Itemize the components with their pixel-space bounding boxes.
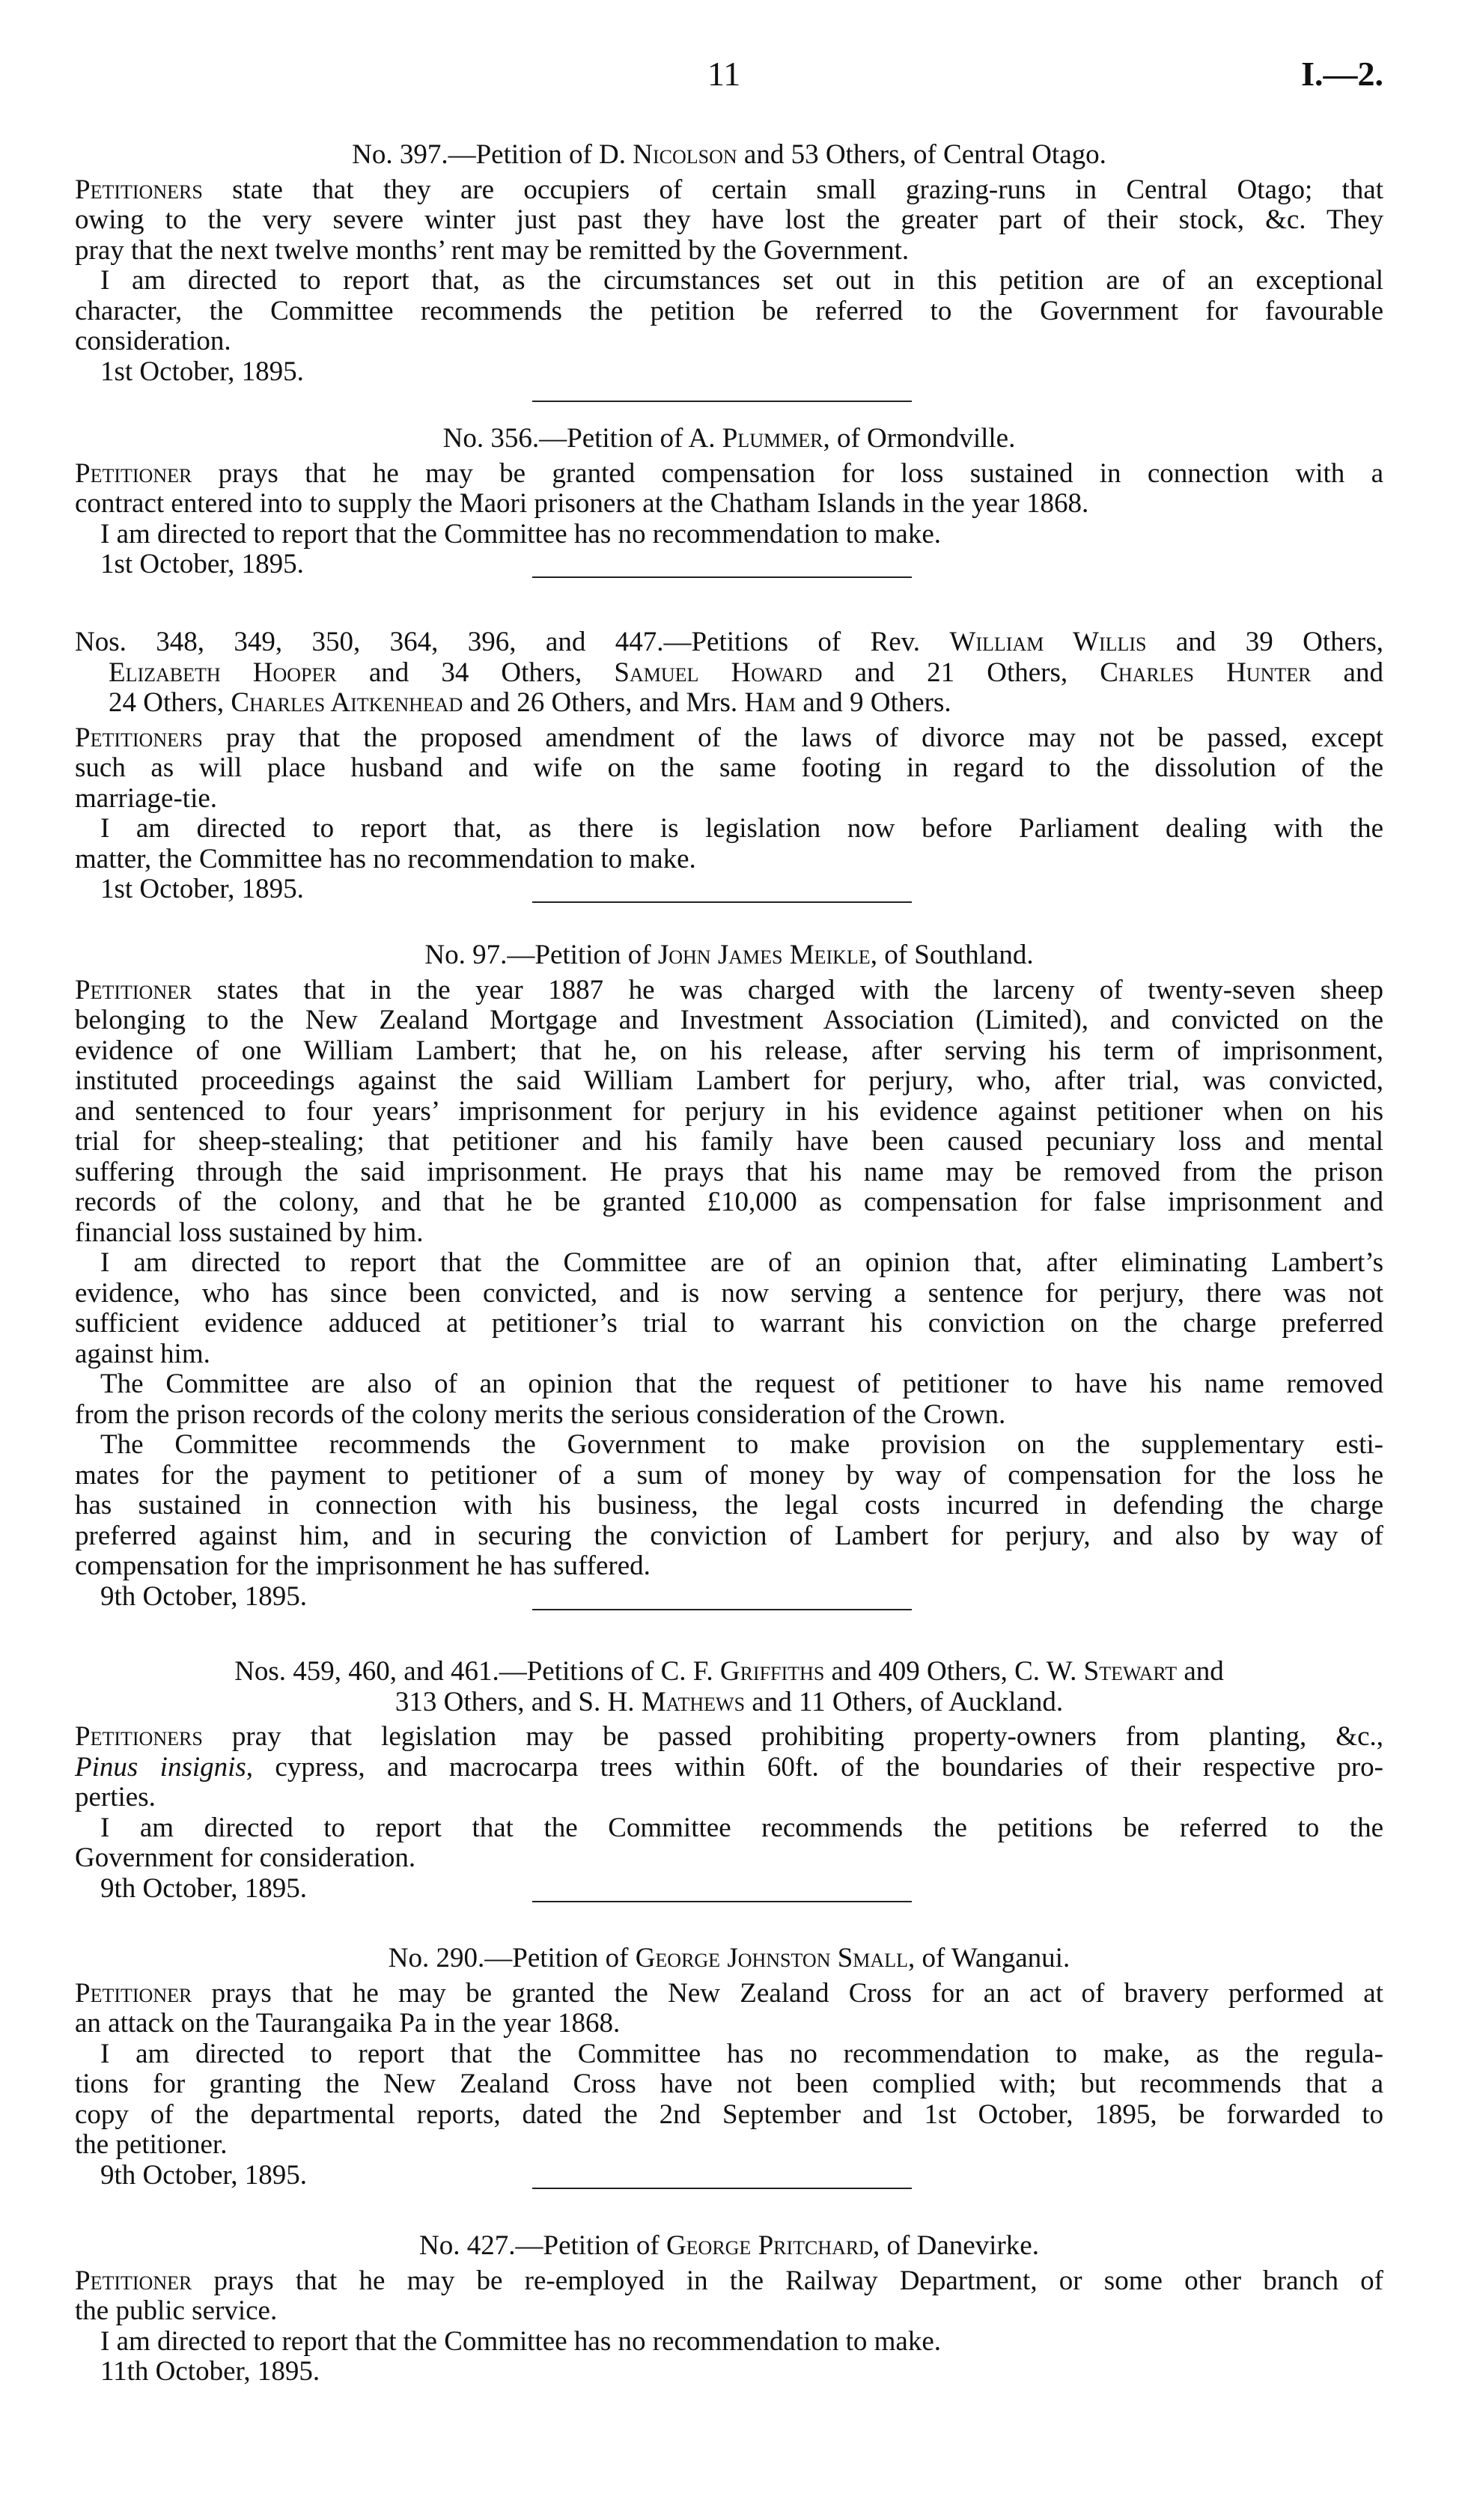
paragraph: [75, 459, 1383, 520]
text-line: [75, 2266, 1383, 2297]
text-line: [75, 1521, 1383, 1552]
heading-line: [75, 1944, 1383, 1974]
text-line: [75, 489, 1383, 520]
small-caps-name: Elizabeth Hooper: [109, 657, 337, 688]
date-text: 1st October, 1895.: [100, 874, 304, 904]
paragraph: [75, 1430, 1383, 1582]
small-caps-name: Ham: [744, 687, 797, 718]
text-line: [75, 1753, 1383, 1783]
text-line: [75, 2039, 1383, 2070]
text-run: contract entered into to supply the Maori prisoners at the Chatham Islands in the year 1868.: [75, 488, 1089, 519]
text-run: preferred against him, and in securing the conviction of Lambert for perjury, and also by way of: [75, 1520, 1383, 1551]
text-run: 24 Others,: [109, 687, 231, 718]
small-caps-name: Stewart: [1083, 1656, 1178, 1687]
text-run: and 26 Others, and Mrs.: [463, 687, 745, 718]
paper-reference: I.—2.: [1301, 55, 1383, 93]
section-divider: [532, 901, 912, 903]
text-line: [75, 1127, 1383, 1157]
date-text: 9th October, 1895.: [100, 2159, 307, 2191]
heading-line: [75, 424, 1383, 454]
petition-heading: [75, 2231, 1383, 2262]
text-run: Nos. 348, 349, 350, 364, 396, and 447.—Petitions of Rev.: [75, 627, 950, 657]
heading-line: [75, 627, 1383, 658]
text-run: character, the Committee recommends the petition be referred to the Government for favourable: [75, 295, 1383, 326]
text-run: , of Ormondville.: [823, 423, 1016, 454]
text-run: pray that legislation may be passed prohibiting property-owners from planting, &c.,: [202, 1721, 1383, 1752]
text-line: [75, 326, 1383, 357]
paragraph: [75, 2266, 1383, 2327]
petition-heading: [75, 424, 1383, 454]
text-line: [75, 1783, 1383, 1813]
section-divider: [532, 576, 912, 578]
page-number: 11: [707, 55, 741, 93]
text-run: trial for sheep-stealing; that petitioner and his family have been caused pecuniary loss and mental: [75, 1126, 1383, 1157]
text-run: matter, the Committee has no recommendation to make.: [75, 843, 696, 874]
text-run: marriage-tie.: [75, 782, 218, 814]
paragraph: [75, 266, 1383, 357]
text-line: [75, 175, 1383, 206]
text-line: [75, 1461, 1383, 1491]
small-caps-name: Samuel Howard: [614, 657, 823, 688]
text-line: [75, 1187, 1383, 1218]
text-line: [75, 1400, 1383, 1431]
date-text: 11th October, 1895.: [100, 2356, 320, 2387]
text-line: [75, 296, 1383, 327]
report-date: [75, 550, 1383, 580]
small-caps-name: Charles Aitkenhead: [231, 687, 463, 718]
text-run: financial loss sustained by him.: [75, 1217, 424, 1248]
text-run: and 11 Others, of Auckland.: [745, 1686, 1064, 1717]
text-run: compensation for the imprisonment he has suffered.: [75, 1550, 651, 1581]
heading-line: [75, 1657, 1383, 1687]
petition-heading: [75, 140, 1383, 171]
text-line: [75, 976, 1383, 1006]
text-line: [75, 1279, 1383, 1309]
section-divider: [532, 401, 912, 402]
text-line: [75, 1218, 1383, 1249]
text-run: and 53 Others, of Central Otago.: [737, 139, 1106, 170]
small-caps-name: Petitioner: [75, 974, 192, 1005]
paragraph: [75, 1722, 1383, 1813]
petition-section: [75, 424, 1383, 580]
text-run: owing to the very severe winter just past they have lost the greater part of their stock, &c. They: [75, 204, 1383, 235]
text-run: and sentenced to four years’ imprisonment for perjury in his evidence against petitioner when on his: [75, 1095, 1383, 1127]
date-text: 1st October, 1895.: [100, 549, 304, 579]
paragraph: [75, 1248, 1383, 1369]
text-run: pray that the next twelve months’ rent may be remitted by the Government.: [75, 234, 910, 266]
text-run: records of the colony, and that he be granted £10,000 as compensation for false imprisonment and: [75, 1187, 1383, 1217]
petition-heading: [75, 1657, 1383, 1717]
text-line: [75, 1843, 1383, 1874]
petition-section: [75, 627, 1383, 905]
report-date: [75, 2161, 1383, 2191]
text-run: , of Danevirke.: [873, 2230, 1039, 2261]
text-line: [75, 205, 1383, 236]
petition-section: [75, 1944, 1383, 2191]
text-run: and 34 Others,: [336, 657, 615, 688]
date-text: 9th October, 1895.: [100, 1580, 307, 1612]
text-line: [75, 753, 1383, 784]
paragraph: [75, 814, 1383, 874]
paragraph: [75, 175, 1383, 267]
text-run: state that they are occupiers of certain small grazing-runs in Central Otago; that: [202, 174, 1383, 205]
text-line: [75, 844, 1383, 875]
text-line: [75, 1430, 1383, 1461]
text-run: Nos. 459, 460, and 461.—Petitions of C. F.: [234, 1656, 720, 1687]
text-line: [75, 1491, 1383, 1521]
text-run: No. 427.—Petition of: [419, 2230, 666, 2261]
section-divider: [532, 1609, 912, 1610]
small-caps-name: Petitioners: [75, 174, 203, 205]
small-caps-name: George Pritchard: [666, 2230, 874, 2261]
text-line: [75, 1005, 1383, 1036]
text-run: against him.: [75, 1338, 210, 1369]
text-run: perties.: [75, 1782, 156, 1813]
text-line: [75, 1979, 1383, 2009]
text-line: [75, 2327, 1383, 2358]
paragraph: [75, 2039, 1383, 2161]
text-run: , of Wanganui.: [907, 1943, 1070, 1973]
text-line: [75, 1157, 1383, 1188]
small-caps-name: William Willis: [949, 627, 1147, 657]
text-run: has sustained in connection with his business, the legal costs incurred in defending the charge: [75, 1490, 1383, 1521]
section-divider: [532, 1901, 912, 1902]
paragraph: [75, 520, 1383, 550]
paragraph: [75, 723, 1383, 815]
text-run: suffering through the said imprisonment. He prays that his name may be removed from the prison: [75, 1156, 1383, 1187]
small-caps-name: George Johnston Small: [635, 1943, 908, 1973]
petition-section: [75, 1657, 1383, 1904]
small-caps-name: Charles Hunter: [1100, 657, 1312, 688]
text-run: and 409 Others, C. W.: [824, 1656, 1084, 1687]
text-run: I am directed to report that the Committee has no recommendation to make, as the regula-: [100, 2038, 1383, 2069]
text-run: the petitioner.: [75, 2129, 228, 2160]
text-run: sufficient evidence adduced at petitioner’s trial to warrant his conviction on the charge preferred: [75, 1308, 1383, 1339]
text-line: [75, 236, 1383, 267]
text-run: evidence, who has since been convicted, and is now serving a sentence for perjury, there was not: [75, 1277, 1383, 1309]
text-line: [75, 1722, 1383, 1753]
text-run: states that in the year 1887 he was charged with the larceny of twenty-seven sheep: [192, 974, 1383, 1005]
text-run: the public service.: [75, 2295, 278, 2326]
text-run: I am directed to report that the Committee has no recommendation to make.: [100, 518, 942, 550]
text-run: pray that the proposed amendment of the laws of divorce may not be passed, except: [202, 722, 1383, 753]
paragraph: [75, 1369, 1383, 1430]
small-caps-name: Petitioner: [75, 2265, 192, 2296]
text-run: 313 Others, and S. H.: [395, 1686, 642, 1717]
text-line: [75, 459, 1383, 490]
text-run: I am directed to report that, as the circumstances set out in this petition are of an exceptional: [100, 265, 1383, 296]
date-text: 1st October, 1895.: [100, 356, 304, 387]
text-line: [75, 1097, 1383, 1127]
text-run: Government for consideration.: [75, 1842, 416, 1873]
date-text: 9th October, 1895.: [100, 1872, 307, 1904]
text-run: prays that he may be granted the New Zealand Cross for an act of bravery performed at: [192, 1977, 1383, 2009]
paragraph: [75, 2327, 1383, 2358]
report-date: [75, 1582, 1383, 1613]
heading-line: [75, 658, 1383, 689]
text-run: and: [1311, 657, 1383, 688]
small-caps-name: Petitioner: [75, 457, 192, 489]
text-run: prays that he may be granted compensation for loss sustained in connection with a: [192, 457, 1383, 489]
text-run: from the prison records of the colony merits the serious consideration of the Crown.: [75, 1399, 1006, 1430]
text-run: and: [1177, 1656, 1224, 1687]
heading-line: [75, 2231, 1383, 2262]
text-run: belonging to the New Zealand Mortgage and Investment Association (Limited), and convicted on the: [75, 1005, 1383, 1035]
small-caps-name: Petitioners: [75, 1721, 203, 1752]
heading-line: [75, 940, 1383, 971]
small-caps-name: Petitioner: [75, 1977, 192, 2009]
text-line: [75, 2130, 1383, 2161]
paragraph: [75, 1813, 1383, 1874]
text-line: [75, 1066, 1383, 1097]
text-line: [75, 1036, 1383, 1067]
petition-section: [75, 140, 1383, 387]
heading-line: [75, 140, 1383, 171]
text-line: [75, 1813, 1383, 1844]
text-line: [75, 1248, 1383, 1279]
report-date: [75, 357, 1383, 388]
petition-section: [75, 940, 1383, 1612]
text-run: prays that he may be re-employed in the Railway Department, or some other branch of: [192, 2265, 1383, 2296]
text-run: mates for the payment to petitioner of a sum of money by way of compensation for the loss he: [75, 1459, 1383, 1491]
text-run: and 21 Others,: [822, 657, 1100, 688]
text-run: instituted proceedings against the said William Lambert for perjury, who, after trial, was convicted,: [75, 1065, 1383, 1096]
report-date: [75, 874, 1383, 905]
petition-heading: [75, 940, 1383, 971]
text-run: No. 356.—Petition of A.: [442, 423, 722, 454]
text-line: [75, 1551, 1383, 1582]
text-run: such as will place husband and wife on the same footing in regard to the dissolution of the: [75, 752, 1383, 783]
text-run: I am directed to report that, as there is legislation now before Parliament dealing with the: [100, 813, 1383, 844]
heading-line: [75, 1687, 1383, 1718]
small-caps-name: Nicolson: [633, 139, 737, 170]
text-line: [75, 266, 1383, 296]
text-run: , of Southland.: [870, 940, 1034, 970]
text-line: [75, 2069, 1383, 2100]
italic-text: Pinus insignis: [75, 1751, 246, 1783]
text-line: [75, 1339, 1383, 1370]
text-line: [75, 814, 1383, 844]
text-run: tions for granting the New Zealand Cross have not been complied with; but recommends that a: [75, 2069, 1383, 2099]
text-run: No. 397.—Petition of D.: [352, 139, 633, 170]
text-run: consideration.: [75, 326, 231, 356]
text-line: [75, 723, 1383, 754]
text-run: I am directed to report that the Committee has no recommendation to make.: [100, 2325, 942, 2357]
text-line: [75, 2296, 1383, 2327]
heading-line: [75, 688, 1383, 719]
text-run: I am directed to report that the Committee are of an opinion that, after eliminating Lambert’s: [100, 1247, 1383, 1278]
paragraph: [75, 1979, 1383, 2039]
petition-heading: [75, 1944, 1383, 1974]
section-divider: [532, 2188, 912, 2189]
text-run: an attack on the Taurangaika Pa in the year 1868.: [75, 2008, 621, 2039]
small-caps-name: John James Meikle: [657, 940, 871, 970]
report-date: [75, 1874, 1383, 1905]
petition-section: [75, 2231, 1383, 2387]
text-line: [75, 784, 1383, 815]
text-line: [75, 1309, 1383, 1339]
text-run: The Committee recommends the Government to make provision on the supplementary esti-: [100, 1429, 1383, 1460]
text-line: [75, 1369, 1383, 1400]
text-run: No. 97.—Petition of: [424, 940, 658, 970]
text-run: and 9 Others.: [796, 687, 951, 718]
text-run: copy of the departmental reports, dated the 2nd September and 1st October, 1895, be forwarded to: [75, 2099, 1383, 2130]
petition-heading: [75, 627, 1383, 719]
report-date: [75, 2357, 1383, 2387]
paragraph: [75, 976, 1383, 1249]
small-caps-name: Mathews: [641, 1686, 746, 1717]
text-run: No. 290.—Petition of: [388, 1943, 636, 1973]
small-caps-name: Petitioners: [75, 722, 203, 753]
text-run: I am directed to report that the Committee recommends the petitions be referred to the: [100, 1812, 1383, 1843]
small-caps-name: Griffiths: [719, 1656, 825, 1687]
small-caps-name: Plummer: [722, 423, 823, 454]
text-line: [75, 520, 1383, 550]
text-run: , cypress, and macrocarpa trees within 60ft. of the boundaries of their respective pro-: [246, 1751, 1383, 1783]
text-run: The Committee are also of an opinion that the request of petitioner to have his name removed: [100, 1369, 1383, 1399]
text-line: [75, 2100, 1383, 2131]
text-line: [75, 2009, 1383, 2039]
text-run: evidence of one William Lambert; that he, on his release, after serving his term of imprisonment,: [75, 1035, 1383, 1066]
text-run: and 39 Others,: [1146, 627, 1383, 657]
